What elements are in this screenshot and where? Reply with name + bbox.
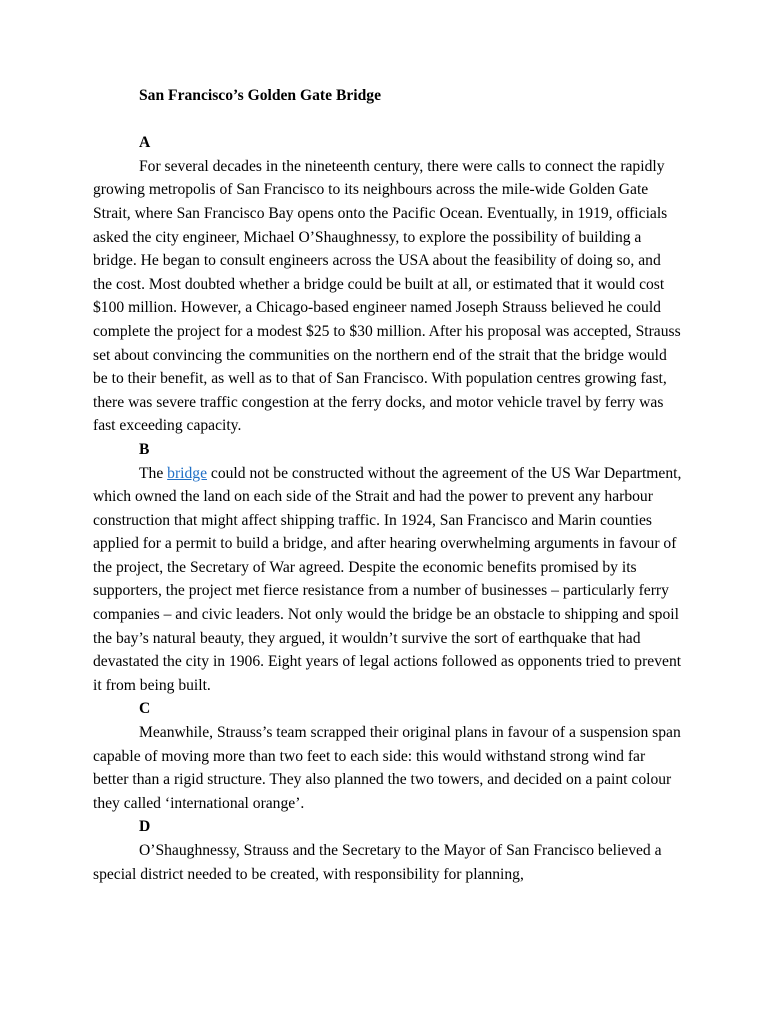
title-spacer xyxy=(93,108,683,132)
section-b-paragraph xyxy=(93,462,683,698)
document-title: San Francisco’s Golden Gate Bridge xyxy=(139,87,381,104)
section-b-text-rest: could not be constructed without the agreement of the US War Department, which owned the land on each side of the Strait and had the power to prevent any harbour construction that might affect shipping traffic. In 1924, San Francisco and Marin counties applied for a permit to build a bridge, and after hearing overwhelming arguments in favour of the project, the Secretary of War agreed. Despite the economic benefits promised by its supporters, the project met fierce resistance from a number of businesses – particularly ferry companies – and civic leaders. Not only would the bridge be an obstacle to shipping and spoil the bay’s natural beauty, they argued, it wouldn’t survive the sort of earthquake that had devastated the city in 1906. Eight years of legal actions followed as opponents tried to prevent it from being built. xyxy=(93,464,682,694)
section-c-paragraph: Meanwhile, Strauss’s team scrapped their original plans in favour of a suspension span capable of moving more than two feet to each side: this would withstand strong wind far better than a rigid structure. They also planned the two towers, and decided on a paint colour they called ‘international orange’. xyxy=(93,724,681,812)
section-d-paragraph: O’Shaughnessy, Strauss and the Secretary to the Mayor of San Francisco believed a special district needed to be created, with responsibility for planning, xyxy=(93,842,662,883)
document-page xyxy=(93,84,683,886)
bridge-link[interactable]: bridge xyxy=(167,464,207,482)
section-b-text-start: The xyxy=(139,464,168,482)
section-d-heading: D xyxy=(139,818,151,836)
section-c-heading: C xyxy=(139,700,151,718)
section-a-heading: A xyxy=(139,134,151,152)
section-a-paragraph: For several decades in the nineteenth century, there were calls to connect the rapidly growing metropolis of San Francisco to its neighbours across the mile-wide Golden Gate Strait, where San Francisco Bay opens onto the Pacific Ocean. Eventually, in 1919, officials asked the city engineer, Michael O’Shaughnessy, to explore the possibility of building a bridge. He began to consult engineers across the USA about the feasibility of doing so, and the cost. Most doubted whether a bridge could be built at all, or estimated that it would cost $100 million. However, a Chicago-based engineer named Joseph Strauss believed he could complete the project for a modest $25 to $30 million. After his proposal was accepted, Strauss set about convincing the communities on the northern end of the strait that the bridge would be to their benefit, as well as to that of San Francisco. With population centres growing fast, there was severe traffic congestion at the ferry docks, and motor vehicle travel by ferry was fast exceeding capacity. xyxy=(93,157,681,435)
section-b-heading: B xyxy=(139,440,150,458)
